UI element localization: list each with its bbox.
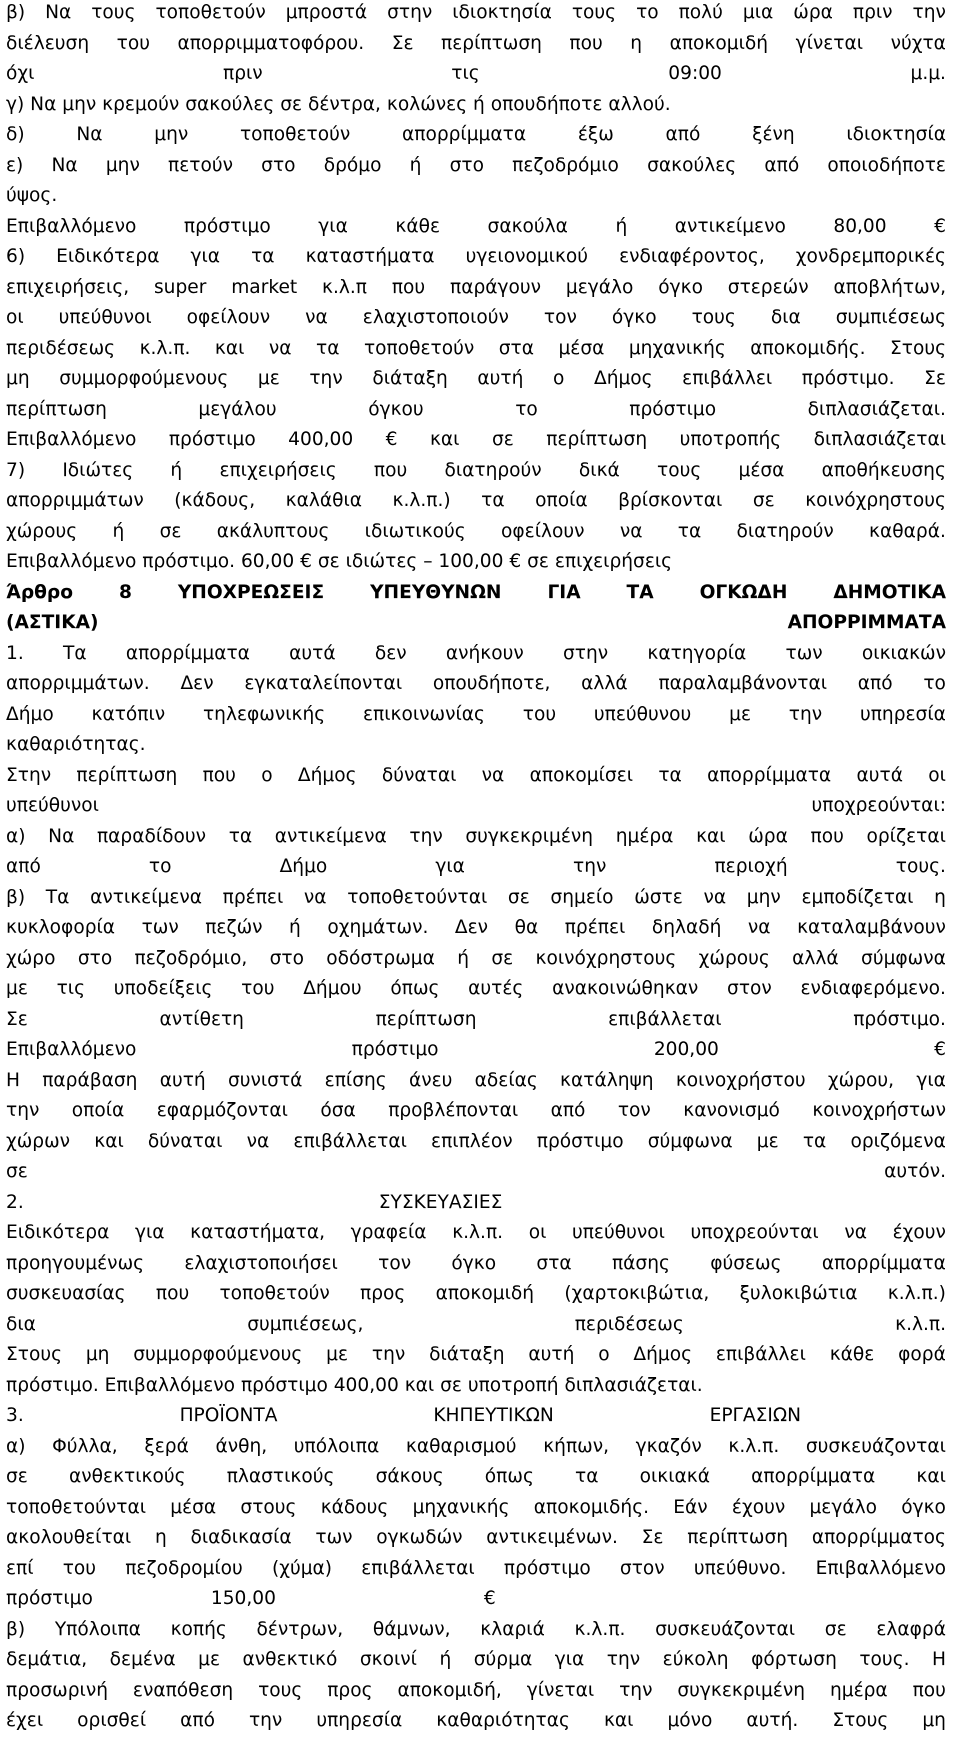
text-line: σε αυτόν. <box>6 1161 946 1182</box>
text-line: με τις υποδείξεις του Δήμου όπως αυτές ανακοινώθηκαν στον ενδιαφερόμενο. <box>6 978 946 999</box>
text-line: Άρθρο 8 ΥΠΟΧΡΕΩΣΕΙΣ ΥΠΕΥΘΥΝΩΝ ΓΙΑ ΤΑ ΟΓΚΩΔΗ ΔΗΜΟΤΙΚΑ <box>6 581 946 603</box>
text-line: Στους μη συμμορφούμενους με την διάταξη αυτή ο Δήμος επιβάλλει κάθε φορά <box>6 1344 946 1365</box>
text-line: α) Φύλλα, ξερά άνθη, υπόλοιπα καθαρισμού κήπων, γκαζόν κ.λ.π. συσκευάζονται <box>6 1435 946 1457</box>
text-line: Δήμο κατόπιν τηλεφωνικής επικοινωνίας του υπεύθυνου με την υπηρεσία <box>6 703 946 725</box>
text-line: έχει ορισθεί από την υπηρεσία καθαριότητας και μόνο αυτή. Στους μη <box>6 1710 946 1731</box>
text-line: απορριμμάτων (κάδους, καλάθια κ.λ.π.) τα οποία βρίσκονται σε κοινόχρηστους <box>6 490 946 511</box>
text-line: όχι πριν τις 09:00 μ.μ. <box>6 63 946 84</box>
text-line: Επιβαλλόμενο πρόστιμο για κάθε σακούλα ή αντικείμενο 80,00 € <box>6 215 946 237</box>
text-line: κυκλοφορία των πεζών ή οχημάτων. Δεν θα πρέπει δηλαδή να καταλαμβάνουν <box>6 917 946 938</box>
text-line: Στην περίπτωση που ο Δήμος δύναται να αποκομίσει τα απορρίμματα αυτά οι <box>6 764 946 786</box>
text-line: 6) Ειδικότερα για τα καταστήματα υγειονομικού ενδιαφέροντος, χονδρεμπορικές <box>6 246 946 267</box>
text-line: Επιβαλλόμενο πρόστιμο 200,00 € <box>6 1039 946 1060</box>
text-line: απορριμμάτων. Δεν εγκαταλείπονται οπουδήποτε, αλλά παραλαμβάνονται από το <box>6 673 946 694</box>
text-line: β) Τα αντικείμενα πρέπει να τοποθετούνται σε σημείο ώστε να μην εμποδίζεται η <box>6 886 946 908</box>
text-line: (ΑΣΤΙΚΑ) ΑΠΟΡΡΙΜΜΑΤΑ <box>6 612 946 633</box>
text-line: δεμάτια, δεμένα με ανθεκτικό σκοινί ή σύρμα για την εύκολη φόρτωση τους. Η <box>6 1649 946 1670</box>
text-line: περιδέσεως κ.λ.π. και να τα τοποθετούν στα μέσα μηχανικής αποκομιδής. Στους <box>6 337 946 359</box>
text-line: Επιβαλλόμενο πρόστιμο 400,00 € και σε περίπτωση υποτροπής διπλασιάζεται <box>6 429 946 450</box>
text-line: επιχειρήσεις, super market κ.λ.π που παράγουν μεγάλο όγκο στερεών αποβλήτων, <box>6 276 946 298</box>
text-line: 1. Τα απορρίμματα αυτά δεν ανήκουν στην κατηγορία των οικιακών <box>6 642 946 664</box>
text-line: δια συμπιέσεως, περιδέσεως κ.λ.π. <box>6 1313 946 1335</box>
text-line: μη συμμορφούμενους με την διάταξη αυτή ο Δήμος επιβάλλει πρόστιμο. Σε <box>6 368 946 389</box>
text-line: α) Να παραδίδουν τα αντικείμενα την συγκεκριμένη ημέρα και ώρα που ορίζεται <box>6 825 946 847</box>
text-line: από το Δήμο για την περιοχή τους. <box>6 856 946 877</box>
text-line: πρόστιμο. Επιβαλλόμενο πρόστιμο 400,00 και σε υποτροπή διπλασιάζεται. <box>6 1374 703 1396</box>
text-line: χώρων και δύναται να επιβάλλεται επιπλέον πρόστιμο σύμφωνα με τα οριζόμενα <box>6 1130 946 1152</box>
text-line: σε ανθεκτικούς πλαστικούς σάκους όπως τα οικιακά απορρίμματα και <box>6 1466 946 1487</box>
text-line: Η παράβαση αυτή συνιστά επίσης άνευ αδείας κατάληψη κοινοχρήστου χώρου, για <box>6 1069 946 1091</box>
text-line: 2. ΣΥΣΚΕΥΑΣΙΕΣ <box>6 1191 503 1213</box>
text-line: χώρους ή σε ακάλυπτους ιδιωτικούς οφείλουν να τα διατηρούν καθαρά. <box>6 520 946 542</box>
text-line: β) Να τους τοποθετούν μπροστά στην ιδιοκτησία τους το πολύ μια ώρα πριν την <box>6 2 946 23</box>
text-line: β) Υπόλοιπα κοπής δέντρων, θάμνων, κλαριά κ.λ.π. συσκευάζονται σε ελαφρά <box>6 1618 946 1640</box>
text-line: επί του πεζοδρομίου (χύμα) επιβάλλεται πρόστιμο στον υπεύθυνο. Επιβαλλόμενο <box>6 1557 946 1579</box>
text-line: την οποία εφαρμόζονται όσα προβλέπονται από τον κανονισμό κοινοχρήστων <box>6 1100 946 1121</box>
text-line: περίπτωση μεγάλου όγκου το πρόστιμο διπλασιάζεται. <box>6 398 946 420</box>
text-line: Ειδικότερα για καταστήματα, γραφεία κ.λ.π. οι υπεύθυνοι υποχρεούνται να έχουν <box>6 1222 946 1243</box>
text-line: υπεύθυνοι υποχρεούνται: <box>6 795 946 816</box>
text-line: 7) Ιδιώτες ή επιχειρήσεις που διατηρούν δικά τους μέσα αποθήκευσης <box>6 459 946 481</box>
text-line: προηγουμένως ελαχιστοποιήσει τον όγκο στα πάσης φύσεως απορρίμματα <box>6 1252 946 1274</box>
text-line: διέλευση του απορριμματοφόρου. Σε περίπτωση που η αποκομιδή γίνεται νύχτα <box>6 32 946 54</box>
text-line: καθαριότητας. <box>6 734 146 755</box>
text-line: προσωρινή εναπόθεση τους προς αποκομιδή, γίνεται την συγκεκριμένη ημέρα που <box>6 1679 946 1701</box>
text-line: πρόστιμο 150,00 € <box>6 1588 496 1609</box>
text-line: ε) Να μην πετούν στο δρόμο ή στο πεζοδρόμιο σακούλες από οποιοδήποτε <box>6 154 946 176</box>
text-line: δ) Να μην τοποθετούν απορρίμματα έξω από ξένη ιδιοκτησία <box>6 124 946 145</box>
text-line: 3. ΠΡΟΪΟΝΤΑ ΚΗΠΕΥΤΙΚΩΝ ΕΡΓΑΣΙΩΝ <box>6 1405 801 1426</box>
text-line: Σε αντίθετη περίπτωση επιβάλλεται πρόστιμο. <box>6 1008 946 1030</box>
text-line: Επιβαλλόμενο πρόστιμο. 60,00 € σε ιδιώτες – 100,00 € σε επιχειρήσεις <box>6 551 673 572</box>
text-line: χώρο στο πεζοδρόμιο, στο οδόστρωμα ή σε κοινόχρηστους χώρους αλλά σύμφωνα <box>6 947 946 969</box>
text-line: ακολουθείται η διαδικασία των ογκωδών αντικειμένων. Σε περίπτωση απορρίμματος <box>6 1527 946 1548</box>
text-line: ύψος. <box>6 185 58 206</box>
text-line: τοποθετούνται μέσα στους κάδους μηχανικής αποκομιδής. Εάν έχουν μεγάλο όγκο <box>6 1496 946 1518</box>
text-line: γ) Να μην κρεμούν σακούλες σε δέντρα, κολώνες ή οπουδήποτε αλλού. <box>6 93 671 115</box>
text-line: συσκευασίας που τοποθετούν προς αποκομιδή (χαρτοκιβώτια, ξυλοκιβώτια κ.λ.π.) <box>6 1283 946 1304</box>
text-line: οι υπεύθυνοι οφείλουν να ελαχιστοποιούν τον όγκο τους δια συμπιέσεως <box>6 307 946 328</box>
